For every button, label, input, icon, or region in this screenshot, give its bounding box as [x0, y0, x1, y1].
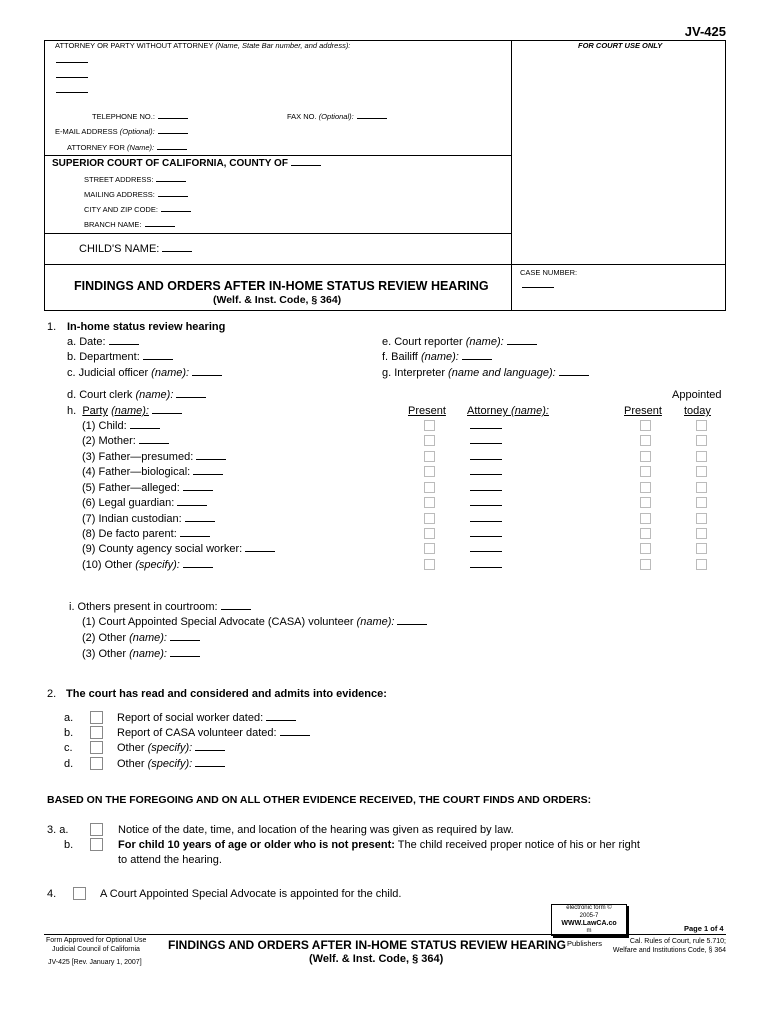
rule-line-1: Cal. Rules of Court, rule 5.710;	[629, 938, 726, 945]
case-number-input[interactable]	[522, 287, 554, 288]
other-present-field[interactable]: (2) Other (name):	[82, 632, 200, 644]
street-address-field[interactable]: STREET ADDRESS:	[84, 175, 186, 184]
other-present-field[interactable]: (3) Other (name):	[82, 648, 200, 660]
section-3-number: 3. a.	[47, 824, 69, 836]
appointed-today-checkbox[interactable]	[696, 543, 707, 554]
mailing-address-field[interactable]: MAILING ADDRESS:	[84, 190, 188, 199]
attorney-present-checkbox[interactable]	[640, 482, 651, 493]
form-subtitle: (Welf. & Inst. Code, § 364)	[213, 294, 342, 306]
present-checkbox[interactable]	[424, 435, 435, 446]
item-letter: b.	[64, 839, 74, 851]
present-checkbox[interactable]	[424, 528, 435, 539]
evidence-checkbox[interactable]	[90, 757, 103, 770]
attorney-present-checkbox[interactable]	[640, 466, 651, 477]
attorney-line-3[interactable]	[56, 92, 88, 93]
item-letter: a.	[64, 712, 74, 724]
approved-line-2: Judicial Council of California	[52, 946, 140, 953]
department-field[interactable]: b. Department:	[67, 351, 173, 363]
evidence-checkbox[interactable]	[90, 741, 103, 754]
footer-title: FINDINGS AND ORDERS AFTER IN-HOME STATUS REVIEW HEARING	[168, 938, 567, 952]
casa-appointed-text: A Court Appointed Special Advocate is appointed for the child.	[100, 888, 402, 900]
party-row-label[interactable]: (10) Other (specify):	[82, 559, 213, 571]
section-2-title: The court has read and considered and admits into evidence:	[66, 688, 387, 700]
attorney-name-input[interactable]	[470, 459, 502, 460]
stamp-line: electronic form ©	[566, 905, 612, 911]
party-row-label[interactable]: (1) Child:	[82, 420, 160, 432]
appointed-today-checkbox[interactable]	[696, 528, 707, 539]
appointed-today-checkbox[interactable]	[696, 435, 707, 446]
appointed-today-checkbox[interactable]	[696, 497, 707, 508]
child-name-field[interactable]: CHILD'S NAME:	[79, 243, 192, 255]
publisher-stamp	[551, 904, 627, 936]
section-4-number: 4.	[47, 888, 57, 900]
present-checkbox[interactable]	[424, 513, 435, 524]
present-checkbox[interactable]	[424, 451, 435, 462]
col-attorney-header: Attorney (name):	[467, 405, 549, 417]
stamp-line: m	[586, 927, 592, 934]
interpreter-field[interactable]: g. Interpreter (name and language):	[382, 367, 589, 379]
item-letter: b.	[64, 727, 74, 739]
form-number: JV-425	[684, 24, 726, 39]
court-use-label: FOR COURT USE ONLY	[578, 41, 663, 50]
attorney-name-input[interactable]	[470, 474, 502, 475]
court-reporter-field[interactable]: e. Court reporter (name):	[382, 336, 537, 348]
social-worker-report-field[interactable]: Report of social worker dated:	[117, 712, 296, 724]
notice-text: Notice of the date, time, and location of the hearing was given as required by law.	[118, 824, 514, 836]
revision-line: JV-425 [Rev. January 1, 2007]	[48, 959, 142, 966]
attorney-present-checkbox[interactable]	[640, 497, 651, 508]
casa-appointed-checkbox[interactable]	[73, 887, 86, 900]
approved-line-1: Form Approved for Optional Use	[46, 937, 147, 944]
attorney-line-2[interactable]	[56, 77, 88, 78]
attorney-present-checkbox[interactable]	[640, 420, 651, 431]
attorney-present-checkbox[interactable]	[640, 451, 651, 462]
rule-line-2: Welfare and Institutions Code, § 364	[612, 947, 726, 954]
court-county-field[interactable]: SUPERIOR COURT OF CALIFORNIA, COUNTY OF	[52, 158, 321, 169]
party-row-label[interactable]: (5) Father—alleged:	[82, 482, 213, 494]
stamp-line: 2005-7	[579, 912, 599, 919]
stamp-url: WWW.LawCA.co	[561, 920, 617, 927]
others-present-header: i. Others present in courtroom:	[69, 601, 251, 613]
party-row-label[interactable]: (9) County agency social worker:	[82, 543, 275, 555]
col-today-header: today	[684, 405, 711, 417]
attorney-present-checkbox[interactable]	[640, 559, 651, 570]
child-notice-text-cont: to attend the hearing.	[118, 854, 222, 866]
casa-report-field[interactable]: Report of CASA volunteer dated:	[117, 727, 310, 739]
appointed-today-checkbox[interactable]	[696, 466, 707, 477]
col-present2-header: Present	[624, 405, 662, 417]
attorney-name-input[interactable]	[470, 428, 502, 429]
party-row-label[interactable]: (6) Legal guardian:	[82, 497, 207, 509]
case-number-label: CASE NUMBER:	[520, 268, 578, 277]
present-checkbox[interactable]	[424, 420, 435, 431]
footer-subtitle: (Welf. & Inst. Code, § 364)	[309, 953, 444, 965]
present-checkbox[interactable]	[424, 559, 435, 570]
branch-name-field[interactable]: BRANCH NAME:	[84, 220, 175, 229]
attorney-name-input[interactable]	[470, 490, 502, 491]
present-checkbox[interactable]	[424, 482, 435, 493]
attorney-name-input[interactable]	[470, 551, 502, 552]
notice-checkbox[interactable]	[90, 823, 103, 836]
other-evidence-field[interactable]: Other (specify):	[117, 742, 225, 754]
attorney-name-input[interactable]	[470, 536, 502, 537]
present-checkbox[interactable]	[424, 543, 435, 554]
attorney-label: ATTORNEY OR PARTY WITHOUT ATTORNEY (Name, State Bar number, and address):	[55, 41, 351, 50]
appointed-today-checkbox[interactable]	[696, 482, 707, 493]
form-title: FINDINGS AND ORDERS AFTER IN-HOME STATUS REVIEW HEARING	[74, 279, 489, 293]
fax-field[interactable]: FAX NO. (Optional):	[287, 112, 387, 121]
party-header: h. Party (name):	[67, 405, 182, 417]
attorney-present-checkbox[interactable]	[640, 543, 651, 554]
appointed-today-checkbox[interactable]	[696, 559, 707, 570]
appointed-today-checkbox[interactable]	[696, 420, 707, 431]
hearing-date-field[interactable]: a. Date:	[67, 336, 139, 348]
attorney-line-1[interactable]	[56, 62, 88, 63]
appointed-today-checkbox[interactable]	[696, 513, 707, 524]
party-row-label[interactable]: (4) Father—biological:	[82, 466, 223, 478]
child-notice-checkbox[interactable]	[90, 838, 103, 851]
publishers-label: Publishers	[567, 939, 603, 948]
party-row-label[interactable]: (7) Indian custodian:	[82, 513, 215, 525]
present-checkbox[interactable]	[424, 497, 435, 508]
attorney-present-checkbox[interactable]	[640, 528, 651, 539]
attorney-name-input[interactable]	[470, 521, 502, 522]
item-letter: c.	[64, 742, 73, 754]
party-row-label[interactable]: (8) De facto parent:	[82, 528, 210, 540]
attorney-name-input[interactable]	[470, 443, 502, 444]
attorney-name-input[interactable]	[470, 505, 502, 506]
attorney-present-checkbox[interactable]	[640, 513, 651, 524]
party-row-label[interactable]: (2) Mother:	[82, 435, 169, 447]
section-2-number: 2.	[47, 688, 57, 700]
page-number: Page 1 of 4	[684, 924, 724, 933]
appointed-today-checkbox[interactable]	[696, 451, 707, 462]
col-appointed-header: Appointed	[672, 389, 722, 401]
court-clerk-field[interactable]: d. Court clerk (name):	[67, 389, 206, 401]
city-zip-field[interactable]: CITY AND ZIP CODE:	[84, 205, 191, 214]
evidence-checkbox[interactable]	[90, 711, 103, 724]
section-1-title: In-home status review hearing	[67, 321, 226, 333]
attorney-present-checkbox[interactable]	[640, 435, 651, 446]
findings-heading: BASED ON THE FOREGOING AND ON ALL OTHER EVIDENCE RECEIVED, THE COURT FINDS AND ORDERS:	[47, 794, 592, 806]
casa-volunteer-field[interactable]: (1) Court Appointed Special Advocate (CASA) volunteer (name):	[82, 616, 427, 628]
section-1-number: 1.	[47, 321, 57, 333]
other-evidence-field[interactable]: Other (specify):	[117, 758, 225, 770]
party-row-label[interactable]: (3) Father—presumed:	[82, 451, 226, 463]
col-present-header: Present	[408, 405, 446, 417]
attorney-for-field[interactable]: ATTORNEY FOR (Name):	[67, 143, 187, 152]
email-field[interactable]: E-MAIL ADDRESS (Optional):	[55, 127, 188, 136]
present-checkbox[interactable]	[424, 466, 435, 477]
item-letter: d.	[64, 758, 74, 770]
bailiff-field[interactable]: f. Bailiff (name):	[382, 351, 492, 363]
attorney-name-input[interactable]	[470, 567, 502, 568]
telephone-field[interactable]: TELEPHONE NO.:	[92, 112, 188, 121]
judicial-officer-field[interactable]: c. Judicial officer (name):	[67, 367, 222, 379]
evidence-checkbox[interactable]	[90, 726, 103, 739]
child-notice-text: For child 10 years of age or older who is not present: The child received proper notice of his or her right	[118, 839, 640, 851]
